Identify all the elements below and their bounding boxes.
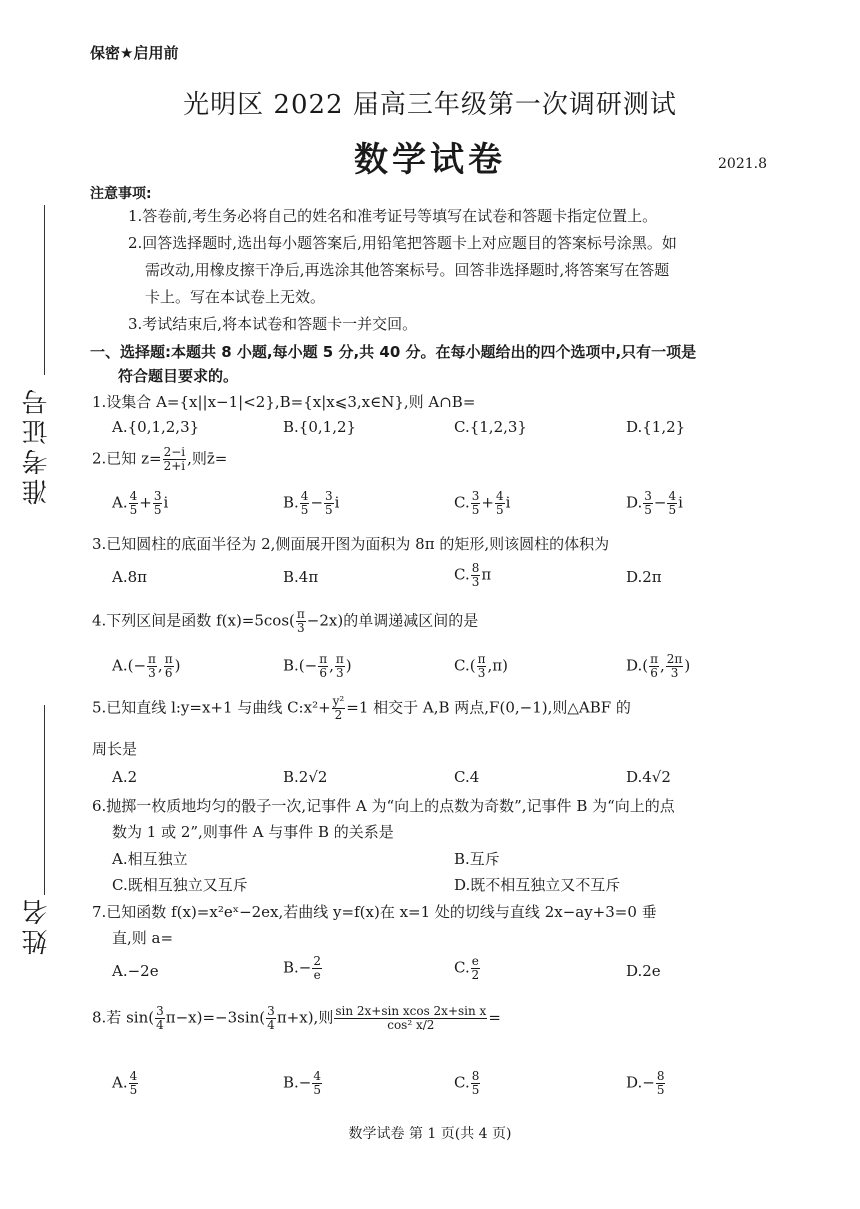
q2-option-a: A. $\frac{4}{5}$ + $\frac{3}{5}$ i xyxy=(112,489,169,517)
q7-option-b: B.− $\frac{2}{e}$ xyxy=(283,954,321,982)
q7-stem-cont: 直,则 a= xyxy=(112,929,174,947)
q7-option-a: A.−2e xyxy=(112,962,159,980)
q8-option-d: D.− $\frac{8}{5}$ xyxy=(626,1069,665,1097)
exam-date: 2021.8 xyxy=(718,156,767,172)
q6-option-a: A.相互独立 xyxy=(112,850,188,868)
q4-stem: 4.下列区间是函数 f(x)=5cos( $\frac{\pi}{3}$ −2x)的单调递减区间的是 xyxy=(92,607,479,635)
q5-option-d: D.4√2 xyxy=(626,768,671,786)
q2-stem: 2.已知 z= $\frac{2-i}{2+i}$ ,则z̄= xyxy=(92,445,228,473)
q2-option-b: B. $\frac{4}{5}$ − $\frac{3}{5}$ i xyxy=(283,489,340,517)
q5-option-a: A.2 xyxy=(112,768,138,786)
q8-option-a: A. $\frac{4}{5}$ xyxy=(112,1069,138,1097)
exam-title: 光明区 2022 届高三年级第一次调研测试 xyxy=(183,90,677,120)
q6-option-b: B.互斥 xyxy=(454,850,500,868)
q5-option-c: C.4 xyxy=(454,768,480,786)
q7-stem: 7.已知函数 f(x)=x²eˣ−2ex,若曲线 y=f(x)在 x=1 处的切线与直线 2x−ay+3=0 垂 xyxy=(92,903,657,921)
section-heading-line2: 符合题目要求的。 xyxy=(118,367,239,385)
q2-option-c: C. $\frac{3}{5}$ + $\frac{4}{5}$ i xyxy=(454,489,511,517)
confidential-mark: 保密★启用前 xyxy=(90,44,179,62)
name-fill-line xyxy=(44,705,45,895)
q5-stem: 5.已知直线 l:y=x+1 与曲线 C:x²+ $\frac{\text{y²}}{2}$ =1 相交于 A,B 两点,F(0,−1),则△ABF 的 xyxy=(92,694,631,722)
q4-option-b: B.(− $\frac{\pi}{6}$ , $\frac{\pi}{3}$ ) xyxy=(283,652,352,680)
notice-item-2-cont2: 卡上。写在本试卷上无效。 xyxy=(145,288,326,306)
q1-option-c: C.{1,2,3} xyxy=(454,418,527,436)
notice-item-1: 1.答卷前,考生务必将自己的姓名和准考证号等填写在试卷和答题卡指定位置上。 xyxy=(128,207,658,225)
q4-option-c: C.( $\frac{\pi}{3}$ ,π) xyxy=(454,652,508,680)
section-heading xyxy=(90,340,696,388)
q8-option-b: B.− $\frac{4}{5}$ xyxy=(283,1069,321,1097)
q5-option-b: B.2√2 xyxy=(283,768,328,786)
notice-item-2-cont: 需改动,用橡皮擦干净后,再选涂其他答案标号。回答非选择题时,将答案写在答题 xyxy=(145,261,670,279)
q7-option-c: C. $\frac{e}{2}$ xyxy=(454,954,480,982)
exam-id-label: 准考证号 xyxy=(22,385,52,505)
section-heading-line1: 一、选择题:本题共 8 小题,每小题 5 分,共 40 分。在每小题给出的四个选项中,只有一项是 xyxy=(90,343,697,361)
name-label: 姓名 xyxy=(22,895,52,955)
exam-id-fill-line xyxy=(44,205,45,375)
q1-stem: 1.设集合 A={x||x−1|<2},B={x|x⩽3,x∈N},则 A∩B= xyxy=(92,393,476,411)
notice-item-2: 2.回答选择题时,选出每小题答案后,用铅笔把答题卡上对应题目的答案标号涂黑。如 xyxy=(128,234,677,252)
notice-heading: 注意事项: xyxy=(90,186,152,202)
q6-option-d: D.既不相互独立又不互斥 xyxy=(454,876,621,894)
q4-option-a: A.(− $\frac{\pi}{3}$ , $\frac{\pi}{6}$ ) xyxy=(112,652,181,680)
q2-option-d: D. $\frac{3}{5}$ − $\frac{4}{5}$ i xyxy=(626,489,683,517)
paper-subtitle: 数学试卷 xyxy=(354,140,506,180)
notice-item-3: 3.考试结束后,将本试卷和答题卡一并交回。 xyxy=(128,315,418,333)
q5-stem-cont: 周长是 xyxy=(92,740,138,758)
q3-option-d: D.2π xyxy=(626,568,662,586)
q3-option-b: B.4π xyxy=(283,568,319,586)
q6-stem-cont: 数为 1 或 2”,则事件 A 与事件 B 的关系是 xyxy=(112,823,394,841)
q4-option-d: D.( $\frac{\pi}{6}$ , $\frac{2\pi}{3}$ ) xyxy=(626,652,691,680)
q1-option-b: B.{0,1,2} xyxy=(283,418,357,436)
q3-option-c: C. $\frac{8}{3}$ π xyxy=(454,561,492,589)
page-footer: 数学试卷 第 1 页(共 4 页) xyxy=(348,1126,512,1142)
q3-stem: 3.已知圆柱的底面半径为 2,侧面展开图为面积为 8π 的矩形,则该圆柱的体积为 xyxy=(92,535,610,553)
q7-option-d: D.2e xyxy=(626,962,661,980)
q8-option-c: C. $\frac{8}{5}$ xyxy=(454,1069,480,1097)
q1-option-d: D.{1,2} xyxy=(626,418,686,436)
q8-stem: 8.若 sin( $\frac{3}{4}$ π−x)=−3sin( $\frac{3}{4}$ π+x),则 $\frac{\text{sin 2x+sin xcos 2x+sin x}}{\text{cos² x/2}}$ = xyxy=(92,1004,501,1032)
q6-option-c: C.既相互独立又互斥 xyxy=(112,876,248,894)
q3-option-a: A.8π xyxy=(112,568,148,586)
q6-stem: 6.抛掷一枚质地均匀的骰子一次,记事件 A 为“向上的点数为奇数”,记事件 B 为“向上的点 xyxy=(92,797,675,815)
q1-option-a: A.{0,1,2,3} xyxy=(112,418,200,436)
